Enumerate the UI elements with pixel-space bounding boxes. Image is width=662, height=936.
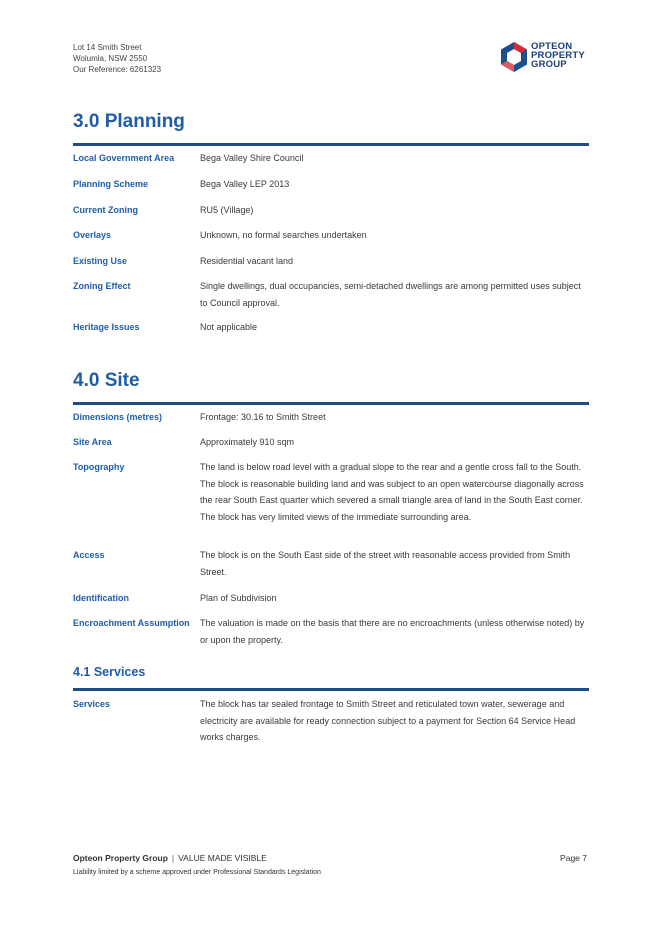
- header-address: [73, 42, 161, 75]
- section-title-site: 4.0 Site: [73, 370, 140, 391]
- logo-wordmark: OPTEON PROPERTY GROUP: [531, 41, 585, 70]
- row-value: Unknown, no formal searches undertaken: [200, 230, 367, 240]
- section-divider: [73, 402, 589, 405]
- section-divider: [73, 143, 589, 146]
- row-label: Dimensions (metres): [73, 412, 163, 422]
- row-value: RU5 (Village): [200, 205, 254, 215]
- row-label: Topography: [73, 462, 125, 472]
- footer-separator: |: [171, 853, 175, 863]
- reference-number: Our Reference: 6261323: [73, 65, 162, 74]
- row-value: Frontage: 30.16 to Smith Street: [200, 412, 326, 422]
- row-label: Current Zoning: [73, 205, 138, 215]
- address-line-2: Wolumla, NSW 2550: [73, 54, 148, 63]
- row-value: Approximately 910 sqm: [200, 437, 295, 447]
- page-number: Page 7: [560, 853, 587, 863]
- row-label: Services: [73, 699, 111, 709]
- row-value: Bega Valley Shire Council: [200, 153, 304, 163]
- section-title-services: 4.1 Services: [73, 665, 146, 679]
- row-value: Plan of Subdivision: [200, 593, 277, 603]
- row-label: Encroachment Assumption: [73, 618, 190, 628]
- row-value: The valuation is made on the basis that there are no encroachments (unless otherwise noted) by or upon the property.: [200, 618, 585, 645]
- address-line-1: Lot 14 Smith Street: [73, 43, 142, 52]
- opteon-logo: [499, 41, 591, 81]
- row-value: Residential vacant land: [200, 256, 294, 266]
- row-label: Existing Use: [73, 256, 128, 266]
- section-divider: [73, 688, 589, 691]
- row-label: Heritage Issues: [73, 322, 140, 332]
- footer-liability: Liability limited by a scheme approved under Professional Standards Legislation: [73, 869, 321, 876]
- section-title-planning: 3.0 Planning: [73, 111, 185, 132]
- opteon-hexagon-icon: [499, 41, 529, 77]
- row-value: Bega Valley LEP 2013: [200, 179, 290, 189]
- row-label: Overlays: [73, 230, 112, 240]
- footer-branding: [73, 853, 267, 863]
- footer-brand: Opteon Property Group: [73, 853, 168, 863]
- row-label: Planning Scheme: [73, 179, 149, 189]
- row-value: Not applicable: [200, 322, 258, 332]
- row-label: Identification: [73, 593, 129, 603]
- row-value: The block has tar sealed frontage to Smith Street and reticulated town water, sewerage and electricity are available for ready connection subject to a payment for Section 64 Service Head works charges.: [200, 699, 576, 742]
- row-value: The block is on the South East side of the street with reasonable access provided from Smith Street.: [200, 550, 571, 577]
- row-label: Site Area: [73, 437, 112, 447]
- row-label: Local Government Area: [73, 153, 175, 163]
- footer-tagline: VALUE MADE VISIBLE: [178, 853, 267, 863]
- row-value: Single dwellings, dual occupancies, semi-detached dwellings are among permitted uses subject to Council approval.: [200, 281, 581, 308]
- row-label: Zoning Effect: [73, 281, 131, 291]
- row-value: The land is below road level with a gradual slope to the rear and a gentle cross fall to the South. The block is reasonable building land and was subject to an open watercourse diagonally across the rear South East quarter which severed a small triangle area of land in the South East corner. The block has very limited views of the immediate surrounding area.: [200, 462, 584, 522]
- row-label: Access: [73, 550, 105, 560]
